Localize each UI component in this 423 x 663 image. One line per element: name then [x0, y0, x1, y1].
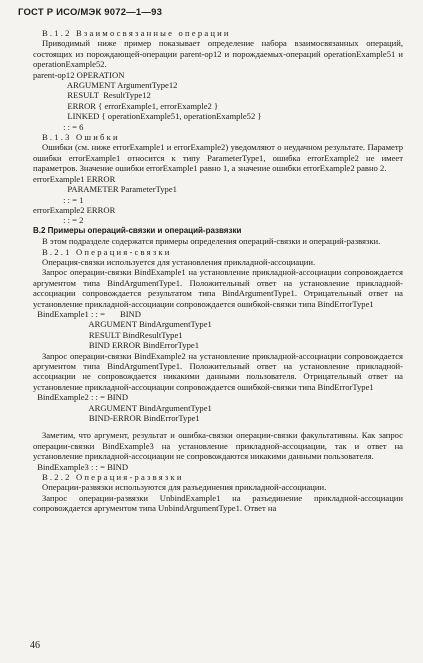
code-line: : : = 2 — [33, 215, 84, 226]
code-line: ARGUMENT BindArgumentType1 — [33, 402, 212, 413]
code-line: : : = 1 — [33, 194, 84, 205]
paragraph: Приводимый ниже пример показывает определение набора взаимосвязанных операций, состоящих из порождающей-операции parent-op12 и порождаемых-операций operationExample51 и operationExample52. — [33, 38, 403, 70]
paragraph: Запрос операции-связки BindExample1 на установление прикладной-ассоциации сопровождается аргументом типа BindArgumentType1. Положительный ответ на установление прикладной-ассоциации сопровождается результатом типа BindArgumentType1. Отрицательный ответ на установление прикладной-ассоциации сопровождается ошибкой-связки типа BindErrorType1 — [33, 267, 403, 309]
paragraph: Операции-развязки используются для разъединения прикладной-ассоциации. — [42, 482, 327, 493]
paragraph: В этом подразделе содержатся примеры определения операций-связки и операций-развязки. — [42, 236, 381, 247]
code-line: BindExample1 : : = BIND — [33, 308, 141, 319]
code-line: : : = 6 — [33, 121, 84, 132]
page-body — [33, 28, 403, 514]
section-heading: B.1.2 Взаимосвязанные операции — [42, 28, 231, 38]
code-line: BIND-ERROR BindErrorType1 — [33, 413, 200, 424]
code-line: parent-op12 OPERATION — [33, 69, 125, 80]
section-heading: B.1.3 Ошибки — [42, 132, 120, 143]
code-line: ARGUMENT BindArgumentType1 — [33, 319, 212, 330]
spacer — [33, 423, 403, 430]
page-number: 46 — [30, 640, 40, 651]
section-heading: B.2 Примеры операций-связки и операций-развязки — [33, 225, 242, 235]
code-line: ERROR { errorExample1, errorExample2 } — [33, 100, 219, 111]
code-line: BIND ERROR BindErrorType1 — [33, 340, 200, 351]
code-line: errorExample2 ERROR — [33, 204, 116, 215]
paragraph: Заметим, что аргумент, результат и ошибка-связки операции-связки факультативны. Как запрос операции-связки BindExample3 на установление прикладной-ассоциации, так и ответ на установление прикладной-ассоциации не сопровождаются никакими данными пользователя. — [33, 430, 403, 462]
code-line: BindExample2 : : = BIND — [33, 392, 129, 403]
code-line: ARGUMENT ArgumentType12 — [33, 80, 178, 91]
code-line: RESULT ResultType12 — [33, 90, 151, 101]
code-line: errorExample1 ERROR — [33, 173, 116, 184]
paragraph: Запрос операции-связки BindExample2 на установление прикладной-ассоциации сопровождается аргументом типа BindArgumentType1. Положительный ответ на установление прикладной-ассоциации не сопровождается никакими данными пользователя. Отрицательный ответ на установление прикладной-ассоциации сопровождается ошибкой-связки типа BindErrorType1 — [33, 350, 403, 392]
section-heading: B.2.2 Операция-развязки — [42, 472, 184, 483]
section-heading: B.2.1 Операция-связки — [42, 246, 172, 257]
code-line: PARAMETER ParameterType1 — [33, 184, 177, 195]
paragraph: Запрос операции-развязки UnbindExample1 на разъединение прикладной-ассоциации сопровождается аргументом типа UnbindArgumentType1. Ответ на — [33, 492, 403, 514]
paragraph: Операция-связки используется для установления прикладной-ассоциации. — [42, 256, 316, 267]
code-line: RESULT BindResultType1 — [33, 329, 183, 340]
page-header: ГОСТ Р ИСО/МЭК 9072—1—93 — [18, 7, 163, 18]
paragraph: Ошибки (см. ниже errorExample1 и errorExample2) уведомляют о неудачном результате. Параметр ошибки errorExample1 относится к типу ParameterType1, ошибка errorExample2 не имеет параметров. Значение ошибки errorExample1 равно 1, а значение ошибки errorExample2 равно 2. — [33, 142, 403, 174]
code-line: BindExample3 : : = BIND — [33, 461, 129, 472]
code-line: LINKED { operationExample51, operationExample52 } — [33, 111, 262, 122]
